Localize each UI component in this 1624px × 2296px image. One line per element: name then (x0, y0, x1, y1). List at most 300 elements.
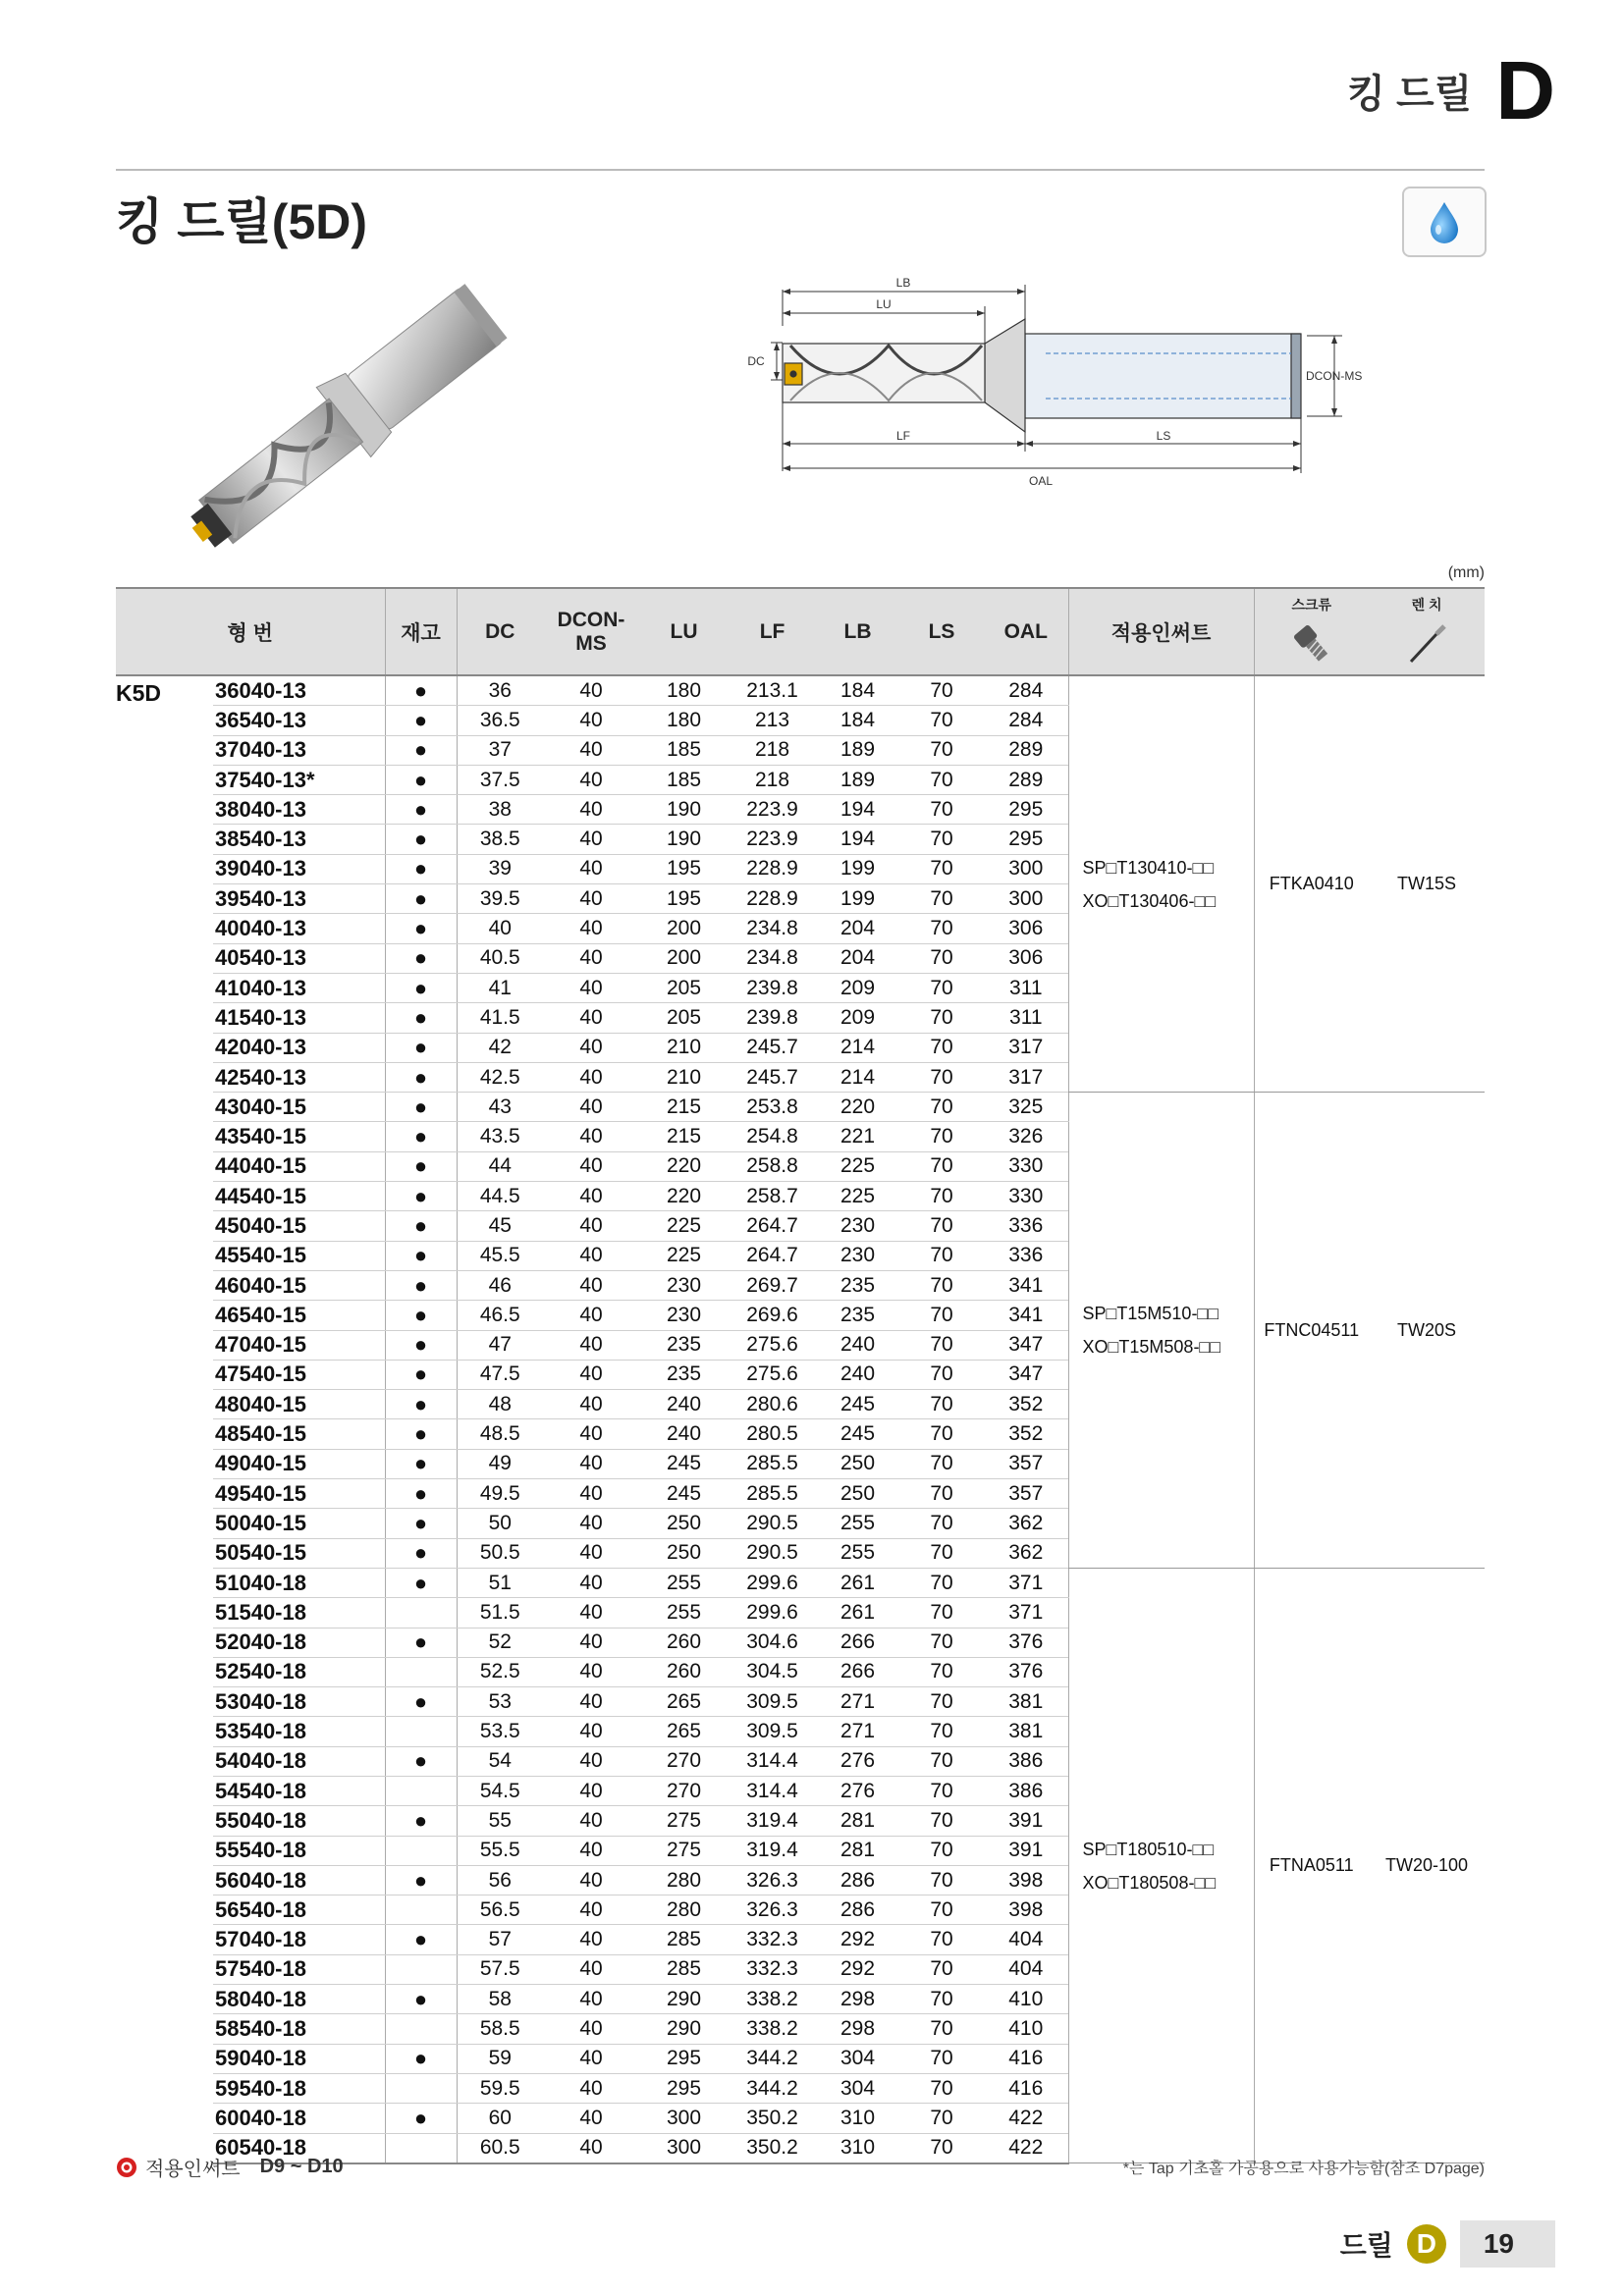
cell-oal: 386 (984, 1776, 1068, 1805)
model-number: 41040-13 (213, 973, 385, 1002)
cell-dcon: 40 (543, 1211, 639, 1241)
cell-lf: 228.9 (729, 884, 816, 914)
cell-lu: 255 (639, 1568, 729, 1597)
cell-dc: 36 (457, 675, 543, 706)
cell-dcon: 40 (543, 1330, 639, 1360)
cell-oal: 398 (984, 1896, 1068, 1925)
header-screw (1254, 588, 1369, 675)
model-number: 45540-15 (213, 1241, 385, 1270)
section-title: 킹 드릴 (1347, 72, 1473, 116)
model-number: 48540-15 (213, 1419, 385, 1449)
model-number: 58040-18 (213, 1985, 385, 2014)
cell-dcon: 40 (543, 1896, 639, 1925)
cell-dc: 42 (457, 1033, 543, 1062)
wrench-icon (1405, 622, 1448, 666)
stock-indicator: ● (385, 854, 457, 883)
model-number: 56040-18 (213, 1865, 385, 1895)
cell-lf: 326.3 (729, 1896, 816, 1925)
stock-indicator (385, 2133, 457, 2163)
cell-lb: 199 (816, 884, 899, 914)
stock-indicator: ● (385, 1925, 457, 1954)
cell-dc: 41 (457, 973, 543, 1002)
model-number: 49040-15 (213, 1449, 385, 1478)
cell-lb: 214 (816, 1033, 899, 1062)
cell-lf: 223.9 (729, 825, 816, 854)
stock-indicator: ● (385, 2104, 457, 2133)
cell-oal: 362 (984, 1538, 1068, 1568)
cell-lb: 310 (816, 2104, 899, 2133)
cell-lu: 200 (639, 943, 729, 973)
cell-lb: 292 (816, 1925, 899, 1954)
cell-lu: 185 (639, 765, 729, 794)
cell-dcon: 40 (543, 1985, 639, 2014)
stock-indicator: ● (385, 973, 457, 1002)
cell-ls: 70 (899, 1925, 984, 1954)
stock-indicator: ● (385, 1538, 457, 1568)
cell-oal: 404 (984, 1954, 1068, 1984)
cell-lf: 258.8 (729, 1151, 816, 1181)
cell-dc: 49.5 (457, 1479, 543, 1509)
cell-lf: 285.5 (729, 1479, 816, 1509)
cell-dcon: 40 (543, 1628, 639, 1657)
cell-ls: 70 (899, 1865, 984, 1895)
cell-oal: 371 (984, 1568, 1068, 1597)
cell-dcon: 40 (543, 675, 639, 706)
cell-dc: 52.5 (457, 1657, 543, 1686)
model-number: 57040-18 (213, 1925, 385, 1954)
cell-dc: 56.5 (457, 1896, 543, 1925)
model-number: 54540-18 (213, 1776, 385, 1805)
cell-ls: 70 (899, 1687, 984, 1717)
cell-lu: 195 (639, 884, 729, 914)
series-code: K5D (116, 680, 162, 706)
cell-lb: 204 (816, 943, 899, 973)
cell-dcon: 40 (543, 943, 639, 973)
cell-lf: 258.7 (729, 1182, 816, 1211)
cell-dcon: 40 (543, 884, 639, 914)
page-footer-label: 드릴 (1339, 2230, 1393, 2261)
cell-dc: 53.5 (457, 1717, 543, 1746)
cell-dcon: 40 (543, 1151, 639, 1181)
header-insert: 적용인써트 (1068, 588, 1254, 675)
cell-lf: 314.4 (729, 1746, 816, 1776)
cell-lb: 194 (816, 825, 899, 854)
cell-lb: 194 (816, 795, 899, 825)
stock-indicator (385, 1598, 457, 1628)
cell-lu: 290 (639, 2014, 729, 2044)
cell-lb: 304 (816, 2044, 899, 2073)
cell-lf: 344.2 (729, 2073, 816, 2103)
cell-lu: 205 (639, 973, 729, 1002)
applicable-insert (1068, 1568, 1254, 2163)
cell-dc: 46.5 (457, 1301, 543, 1330)
cell-dc: 38 (457, 795, 543, 825)
cell-oal: 300 (984, 884, 1068, 914)
cell-ls: 70 (899, 1806, 984, 1836)
cell-dcon: 40 (543, 1746, 639, 1776)
label-dcon: DCON-MS (1306, 369, 1363, 383)
cell-dcon: 40 (543, 1865, 639, 1895)
wrench-code: TW20S (1369, 1093, 1485, 1569)
cell-oal: 391 (984, 1836, 1068, 1865)
model-number: 43540-15 (213, 1122, 385, 1151)
cell-lu: 225 (639, 1211, 729, 1241)
model-number: 37540-13* (213, 765, 385, 794)
stock-indicator: ● (385, 1122, 457, 1151)
label-ls: LS (1156, 429, 1171, 443)
stock-indicator: ● (385, 795, 457, 825)
cell-lu: 195 (639, 854, 729, 883)
cell-lb: 271 (816, 1687, 899, 1717)
cell-lu: 240 (639, 1390, 729, 1419)
stock-indicator: ● (385, 884, 457, 914)
cell-oal: 317 (984, 1062, 1068, 1092)
cell-lf: 275.6 (729, 1330, 816, 1360)
model-number: 42040-13 (213, 1033, 385, 1062)
stock-indicator: ● (385, 1806, 457, 1836)
cell-lf: 290.5 (729, 1538, 816, 1568)
cell-lu: 245 (639, 1479, 729, 1509)
cell-oal: 422 (984, 2104, 1068, 2133)
cell-lf: 338.2 (729, 2014, 816, 2044)
table-header-row (116, 588, 1485, 675)
screw-code: FTNA0511 (1254, 1568, 1369, 2163)
cell-lu: 210 (639, 1062, 729, 1092)
cell-lf: 290.5 (729, 1509, 816, 1538)
cell-dc: 38.5 (457, 825, 543, 854)
cell-ls: 70 (899, 943, 984, 973)
cell-oal: 341 (984, 1270, 1068, 1300)
cell-dcon: 40 (543, 1836, 639, 1865)
cell-lu: 225 (639, 1241, 729, 1270)
cell-lf: 319.4 (729, 1836, 816, 1865)
stock-indicator: ● (385, 675, 457, 706)
cell-lb: 235 (816, 1270, 899, 1300)
cell-ls: 70 (899, 884, 984, 914)
cell-lb: 298 (816, 2014, 899, 2044)
cell-oal: 416 (984, 2044, 1068, 2073)
header-oal: OAL (984, 588, 1068, 675)
header-lf: LF (729, 588, 816, 675)
cell-lb: 240 (816, 1360, 899, 1389)
model-number: 49540-15 (213, 1479, 385, 1509)
cell-lb: 230 (816, 1211, 899, 1241)
stock-indicator: ● (385, 914, 457, 943)
cell-ls: 70 (899, 735, 984, 765)
cell-ls: 70 (899, 973, 984, 1002)
cell-oal: 295 (984, 825, 1068, 854)
label-lf: LF (895, 429, 911, 443)
model-number: 45040-15 (213, 1211, 385, 1241)
cell-dc: 41.5 (457, 1003, 543, 1033)
cell-dc: 59.5 (457, 2073, 543, 2103)
cell-oal: 289 (984, 735, 1068, 765)
cell-lu: 300 (639, 2133, 729, 2163)
model-number: 38540-13 (213, 825, 385, 854)
cell-lf: 344.2 (729, 2044, 816, 2073)
model-number: 48040-15 (213, 1390, 385, 1419)
model-number: 44540-15 (213, 1182, 385, 1211)
cell-oal: 347 (984, 1330, 1068, 1360)
cell-oal: 422 (984, 2133, 1068, 2163)
cell-lu: 250 (639, 1538, 729, 1568)
cell-dcon: 40 (543, 854, 639, 883)
model-number: 37040-13 (213, 735, 385, 765)
cell-dc: 47.5 (457, 1360, 543, 1389)
cell-lb: 225 (816, 1182, 899, 1211)
model-number: 50040-15 (213, 1509, 385, 1538)
cell-lf: 218 (729, 735, 816, 765)
model-number: 40540-13 (213, 943, 385, 973)
cell-lf: 280.5 (729, 1419, 816, 1449)
stock-indicator: ● (385, 706, 457, 735)
cell-lf: 338.2 (729, 1985, 816, 2014)
cell-dcon: 40 (543, 765, 639, 794)
model-number: 46540-15 (213, 1301, 385, 1330)
cell-oal: 381 (984, 1687, 1068, 1717)
model-number: 42540-13 (213, 1062, 385, 1092)
cell-dcon: 40 (543, 706, 639, 735)
cell-dcon: 40 (543, 1449, 639, 1478)
cell-ls: 70 (899, 1598, 984, 1628)
insert-reference (116, 2153, 344, 2181)
cell-dcon: 40 (543, 1509, 639, 1538)
model-number: 59540-18 (213, 2073, 385, 2103)
cell-lu: 275 (639, 1836, 729, 1865)
stock-indicator: ● (385, 1182, 457, 1211)
cell-oal: 404 (984, 1925, 1068, 1954)
cell-lb: 204 (816, 914, 899, 943)
cell-ls: 70 (899, 1954, 984, 1984)
cell-dcon: 40 (543, 1687, 639, 1717)
cell-lu: 180 (639, 675, 729, 706)
cell-dc: 44.5 (457, 1182, 543, 1211)
table-row (116, 1093, 1485, 1122)
cell-lf: 332.3 (729, 1954, 816, 1984)
stock-indicator: ● (385, 1241, 457, 1270)
model-number: 55040-18 (213, 1806, 385, 1836)
coolant-badge (1402, 187, 1487, 257)
screw-icon (1292, 622, 1331, 666)
cell-dc: 36.5 (457, 706, 543, 735)
cell-lu: 260 (639, 1628, 729, 1657)
cell-ls: 70 (899, 795, 984, 825)
cell-dc: 48.5 (457, 1419, 543, 1449)
cell-lf: 245.7 (729, 1062, 816, 1092)
cell-lb: 304 (816, 2073, 899, 2103)
cell-lu: 240 (639, 1419, 729, 1449)
cell-oal: 341 (984, 1301, 1068, 1330)
cell-lb: 209 (816, 973, 899, 1002)
cell-dc: 40 (457, 914, 543, 943)
stock-indicator (385, 1896, 457, 1925)
stock-indicator (385, 2073, 457, 2103)
cell-oal: 295 (984, 795, 1068, 825)
stock-indicator (385, 1776, 457, 1805)
cell-dcon: 40 (543, 1301, 639, 1330)
cell-lf: 245.7 (729, 1033, 816, 1062)
cell-lu: 265 (639, 1717, 729, 1746)
cell-lb: 286 (816, 1896, 899, 1925)
cell-lf: 264.7 (729, 1211, 816, 1241)
cell-oal: 289 (984, 765, 1068, 794)
stock-indicator (385, 1954, 457, 1984)
model-number: 53040-18 (213, 1687, 385, 1717)
cell-ls: 70 (899, 914, 984, 943)
cell-dc: 37.5 (457, 765, 543, 794)
cell-dcon: 40 (543, 795, 639, 825)
cell-dc: 55 (457, 1806, 543, 1836)
label-dc: DC (747, 354, 765, 368)
cell-lf: 239.8 (729, 973, 816, 1002)
cell-ls: 70 (899, 1746, 984, 1776)
model-number: 55540-18 (213, 1836, 385, 1865)
cell-lu: 290 (639, 1985, 729, 2014)
cell-dcon: 40 (543, 1776, 639, 1805)
cell-lb: 184 (816, 675, 899, 706)
model-number: 39040-13 (213, 854, 385, 883)
cell-oal: 410 (984, 1985, 1068, 2014)
cell-lf: 304.5 (729, 1657, 816, 1686)
header-ls: LS (899, 588, 984, 675)
cell-oal: 306 (984, 914, 1068, 943)
cell-dcon: 40 (543, 1270, 639, 1300)
cell-dcon: 40 (543, 735, 639, 765)
cell-lu: 180 (639, 706, 729, 735)
cell-dc: 42.5 (457, 1062, 543, 1092)
cell-lu: 260 (639, 1657, 729, 1686)
cell-lf: 234.8 (729, 914, 816, 943)
cell-ls: 70 (899, 1836, 984, 1865)
screw-code: FTNC04511 (1254, 1093, 1369, 1569)
stock-indicator: ● (385, 1390, 457, 1419)
cell-lb: 276 (816, 1776, 899, 1805)
cell-oal: 371 (984, 1598, 1068, 1628)
cell-oal: 336 (984, 1241, 1068, 1270)
cell-lu: 220 (639, 1182, 729, 1211)
model-number: 60540-18 (213, 2133, 385, 2163)
stock-indicator (385, 1717, 457, 1746)
header-dc: DC (457, 588, 543, 675)
cell-oal: 398 (984, 1865, 1068, 1895)
cell-dc: 60.5 (457, 2133, 543, 2163)
stock-indicator: ● (385, 1479, 457, 1509)
cell-ls: 70 (899, 1985, 984, 2014)
cell-dcon: 40 (543, 1241, 639, 1270)
product-image (147, 265, 540, 579)
cell-dc: 49 (457, 1449, 543, 1478)
cell-ls: 70 (899, 1241, 984, 1270)
stock-indicator: ● (385, 1746, 457, 1776)
cell-ls: 70 (899, 1509, 984, 1538)
cell-dc: 57 (457, 1925, 543, 1954)
cell-lf: 285.5 (729, 1449, 816, 1478)
label-lu: LU (876, 297, 892, 311)
cell-lb: 255 (816, 1538, 899, 1568)
table-body (116, 675, 1485, 2163)
stock-indicator: ● (385, 1062, 457, 1092)
model-number: 59040-18 (213, 2044, 385, 2073)
cell-dcon: 40 (543, 1360, 639, 1389)
header-divider (116, 169, 1485, 171)
stock-indicator: ● (385, 1270, 457, 1300)
model-number: 36540-13 (213, 706, 385, 735)
cell-lb: 281 (816, 1836, 899, 1865)
cell-ls: 70 (899, 1628, 984, 1657)
insert-code: SP□T180510-□□ (1082, 1839, 1215, 1859)
cell-lb: 199 (816, 854, 899, 883)
cell-lb: 220 (816, 1093, 899, 1122)
model-number: 56540-18 (213, 1896, 385, 1925)
model-number: 47040-15 (213, 1330, 385, 1360)
cell-dc: 45 (457, 1211, 543, 1241)
cell-dcon: 40 (543, 914, 639, 943)
cell-lb: 189 (816, 735, 899, 765)
cell-dc: 60 (457, 2104, 543, 2133)
section-letter: D (1495, 44, 1555, 136)
cell-ls: 70 (899, 1776, 984, 1805)
cell-dcon: 40 (543, 2044, 639, 2073)
cell-lu: 245 (639, 1449, 729, 1478)
header-wrench (1369, 588, 1485, 675)
stock-indicator: ● (385, 1360, 457, 1389)
cell-lb: 271 (816, 1717, 899, 1746)
model-number: 60040-18 (213, 2104, 385, 2133)
cell-lb: 286 (816, 1865, 899, 1895)
cell-dc: 53 (457, 1687, 543, 1717)
cell-dcon: 40 (543, 1717, 639, 1746)
wrench-code: TW15S (1369, 675, 1485, 1093)
cell-lb: 245 (816, 1419, 899, 1449)
cell-dc: 37 (457, 735, 543, 765)
cell-lb: 266 (816, 1628, 899, 1657)
cell-ls: 70 (899, 1003, 984, 1033)
cell-dc: 55.5 (457, 1836, 543, 1865)
cell-lf: 332.3 (729, 1925, 816, 1954)
cell-ls: 70 (899, 706, 984, 735)
applicable-insert (1068, 1093, 1254, 1569)
header-wrench-label: 렌 치 (1411, 597, 1442, 613)
spec-table (116, 587, 1485, 2164)
cell-lu: 300 (639, 2104, 729, 2133)
cell-ls: 70 (899, 1390, 984, 1419)
cell-lb: 209 (816, 1003, 899, 1033)
cell-lu: 270 (639, 1746, 729, 1776)
cell-dcon: 40 (543, 1062, 639, 1092)
cell-oal: 391 (984, 1806, 1068, 1836)
cell-lb: 214 (816, 1062, 899, 1092)
cell-ls: 70 (899, 1419, 984, 1449)
page-footer-badge: D (1407, 2224, 1446, 2264)
stock-indicator: ● (385, 1033, 457, 1062)
header-lb: LB (816, 588, 899, 675)
cell-ls: 70 (899, 2133, 984, 2163)
cell-dc: 51 (457, 1568, 543, 1597)
cell-oal: 410 (984, 2014, 1068, 2044)
cell-dcon: 40 (543, 1390, 639, 1419)
cell-dcon: 40 (543, 1568, 639, 1597)
cell-oal: 376 (984, 1628, 1068, 1657)
cell-lb: 245 (816, 1390, 899, 1419)
cell-dc: 54.5 (457, 1776, 543, 1805)
cell-ls: 70 (899, 1330, 984, 1360)
cell-dc: 43 (457, 1093, 543, 1122)
cell-lu: 255 (639, 1598, 729, 1628)
cell-lu: 235 (639, 1360, 729, 1389)
model-number: 58540-18 (213, 2014, 385, 2044)
stock-indicator: ● (385, 765, 457, 794)
cell-ls: 70 (899, 1896, 984, 1925)
